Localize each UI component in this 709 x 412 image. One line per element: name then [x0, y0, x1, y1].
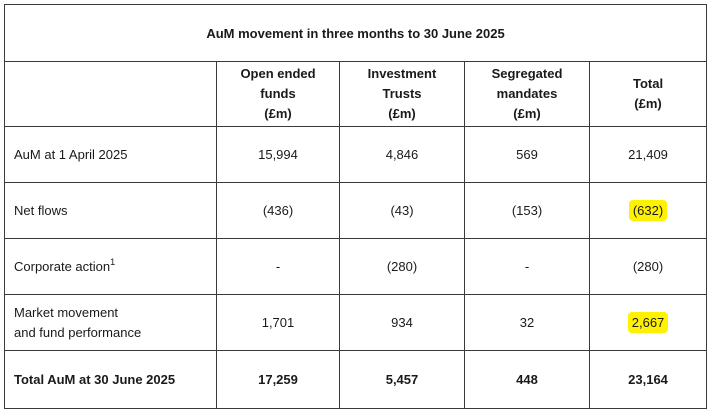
table-title-row — [5, 5, 707, 62]
cell-segregated: (153) — [465, 183, 590, 239]
highlighted-value: 2,667 — [628, 312, 669, 333]
cell-investment-trusts: 934 — [340, 295, 465, 351]
row-label: Market movement and fund performance — [5, 295, 217, 351]
table-title: AuM movement in three months to 30 June 2025 — [5, 5, 707, 62]
column-header-label — [5, 62, 217, 127]
table-row — [5, 183, 707, 239]
cell-segregated: 32 — [465, 295, 590, 351]
total-row-label: Total AuM at 30 June 2025 — [5, 351, 217, 409]
table-total-row — [5, 351, 707, 409]
table-row — [5, 239, 707, 295]
cell-total — [590, 295, 707, 351]
row-label: AuM at 1 April 2025 — [5, 127, 217, 183]
cell-investment-trusts: (43) — [340, 183, 465, 239]
total-investment-trusts: 5,457 — [340, 351, 465, 409]
total-segregated: 448 — [465, 351, 590, 409]
row-label: Corporate action$^1$ — [5, 239, 217, 295]
column-header-total: Total (£m) — [590, 62, 707, 127]
footnote-marker: 1 — [110, 256, 116, 267]
cell-total — [590, 183, 707, 239]
column-header-row — [5, 62, 707, 127]
cell-open-ended: 15,994 — [217, 127, 340, 183]
column-header-investment-trusts: Investment Trusts (£m) — [340, 62, 465, 127]
column-header-open-ended: Open ended funds (£m) — [217, 62, 340, 127]
total-open-ended: 17,259 — [217, 351, 340, 409]
cell-open-ended: - — [217, 239, 340, 295]
table-row — [5, 295, 707, 351]
column-header-segregated: Segregated mandates (£m) — [465, 62, 590, 127]
cell-segregated: - — [465, 239, 590, 295]
total-total: 23,164 — [590, 351, 707, 409]
highlighted-value: (632) — [629, 200, 667, 221]
cell-segregated: 569 — [465, 127, 590, 183]
cell-investment-trusts: (280) — [340, 239, 465, 295]
cell-investment-trusts: 4,846 — [340, 127, 465, 183]
cell-total: (280) — [590, 239, 707, 295]
aum-movement-table — [4, 4, 707, 409]
row-label: Net flows — [5, 183, 217, 239]
cell-total: 21,409 — [590, 127, 707, 183]
cell-open-ended: 1,701 — [217, 295, 340, 351]
cell-open-ended: (436) — [217, 183, 340, 239]
table-row — [5, 127, 707, 183]
